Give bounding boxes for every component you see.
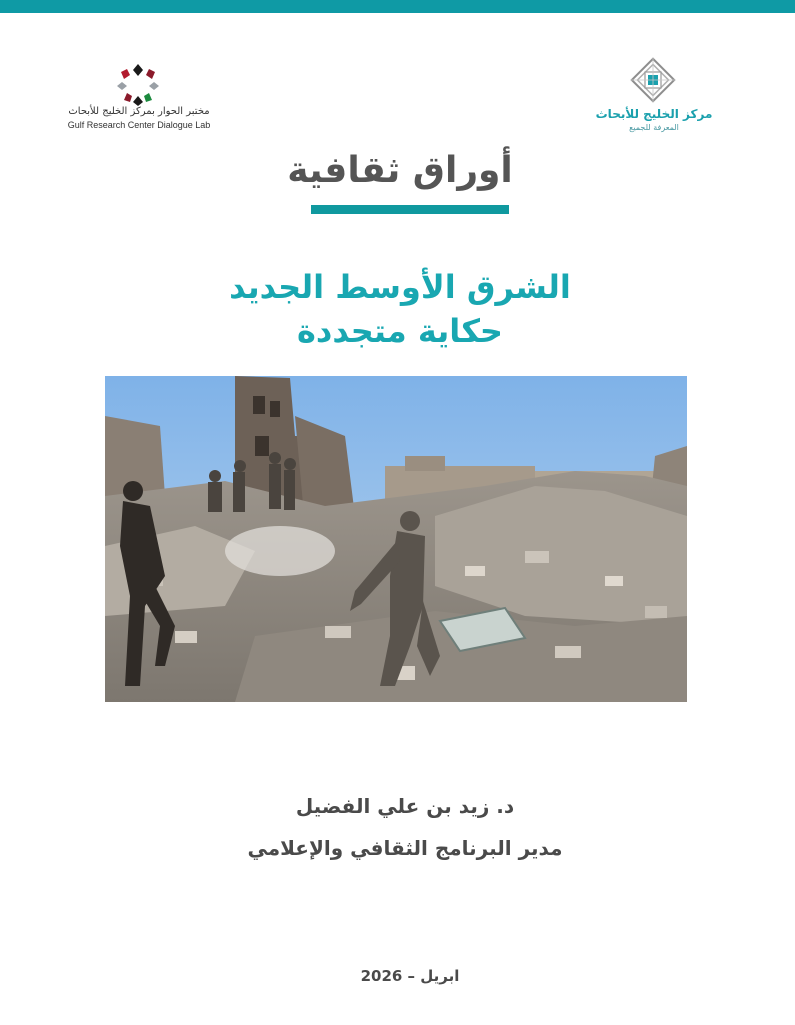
dialogue-lab-arabic-name: مختبر الحوار بمركز الخليج للأبحاث [68, 106, 210, 117]
author-role: مدير البرنامج الثقافي والإعلامي [247, 836, 563, 860]
document-title-line-2: حكاية متجددة [297, 312, 503, 350]
rubble-photo-icon [105, 376, 687, 702]
grc-arabic-name: مركز الخليج للأبحاث [595, 107, 713, 121]
publication-date: ابريل – 2026 [360, 967, 460, 985]
gulf-research-center-logo [595, 55, 725, 135]
top-accent-band [0, 0, 795, 13]
cover-photo [105, 376, 687, 702]
grc-geometric-emblem-icon [628, 55, 678, 105]
grc-tagline: المعرفة للجميع [629, 123, 679, 132]
series-underline [311, 205, 509, 214]
dialogue-lab-emblem-icon [115, 62, 161, 106]
author-name: د. زيد بن علي الفضيل [295, 794, 515, 818]
series-title: أوراق ثقافية [287, 150, 513, 191]
dialogue-lab-english-name: Gulf Research Center Dialogue Lab [67, 120, 211, 130]
dialogue-lab-logo [60, 62, 220, 137]
document-title-line-1: الشرق الأوسط الجديد [229, 268, 571, 306]
